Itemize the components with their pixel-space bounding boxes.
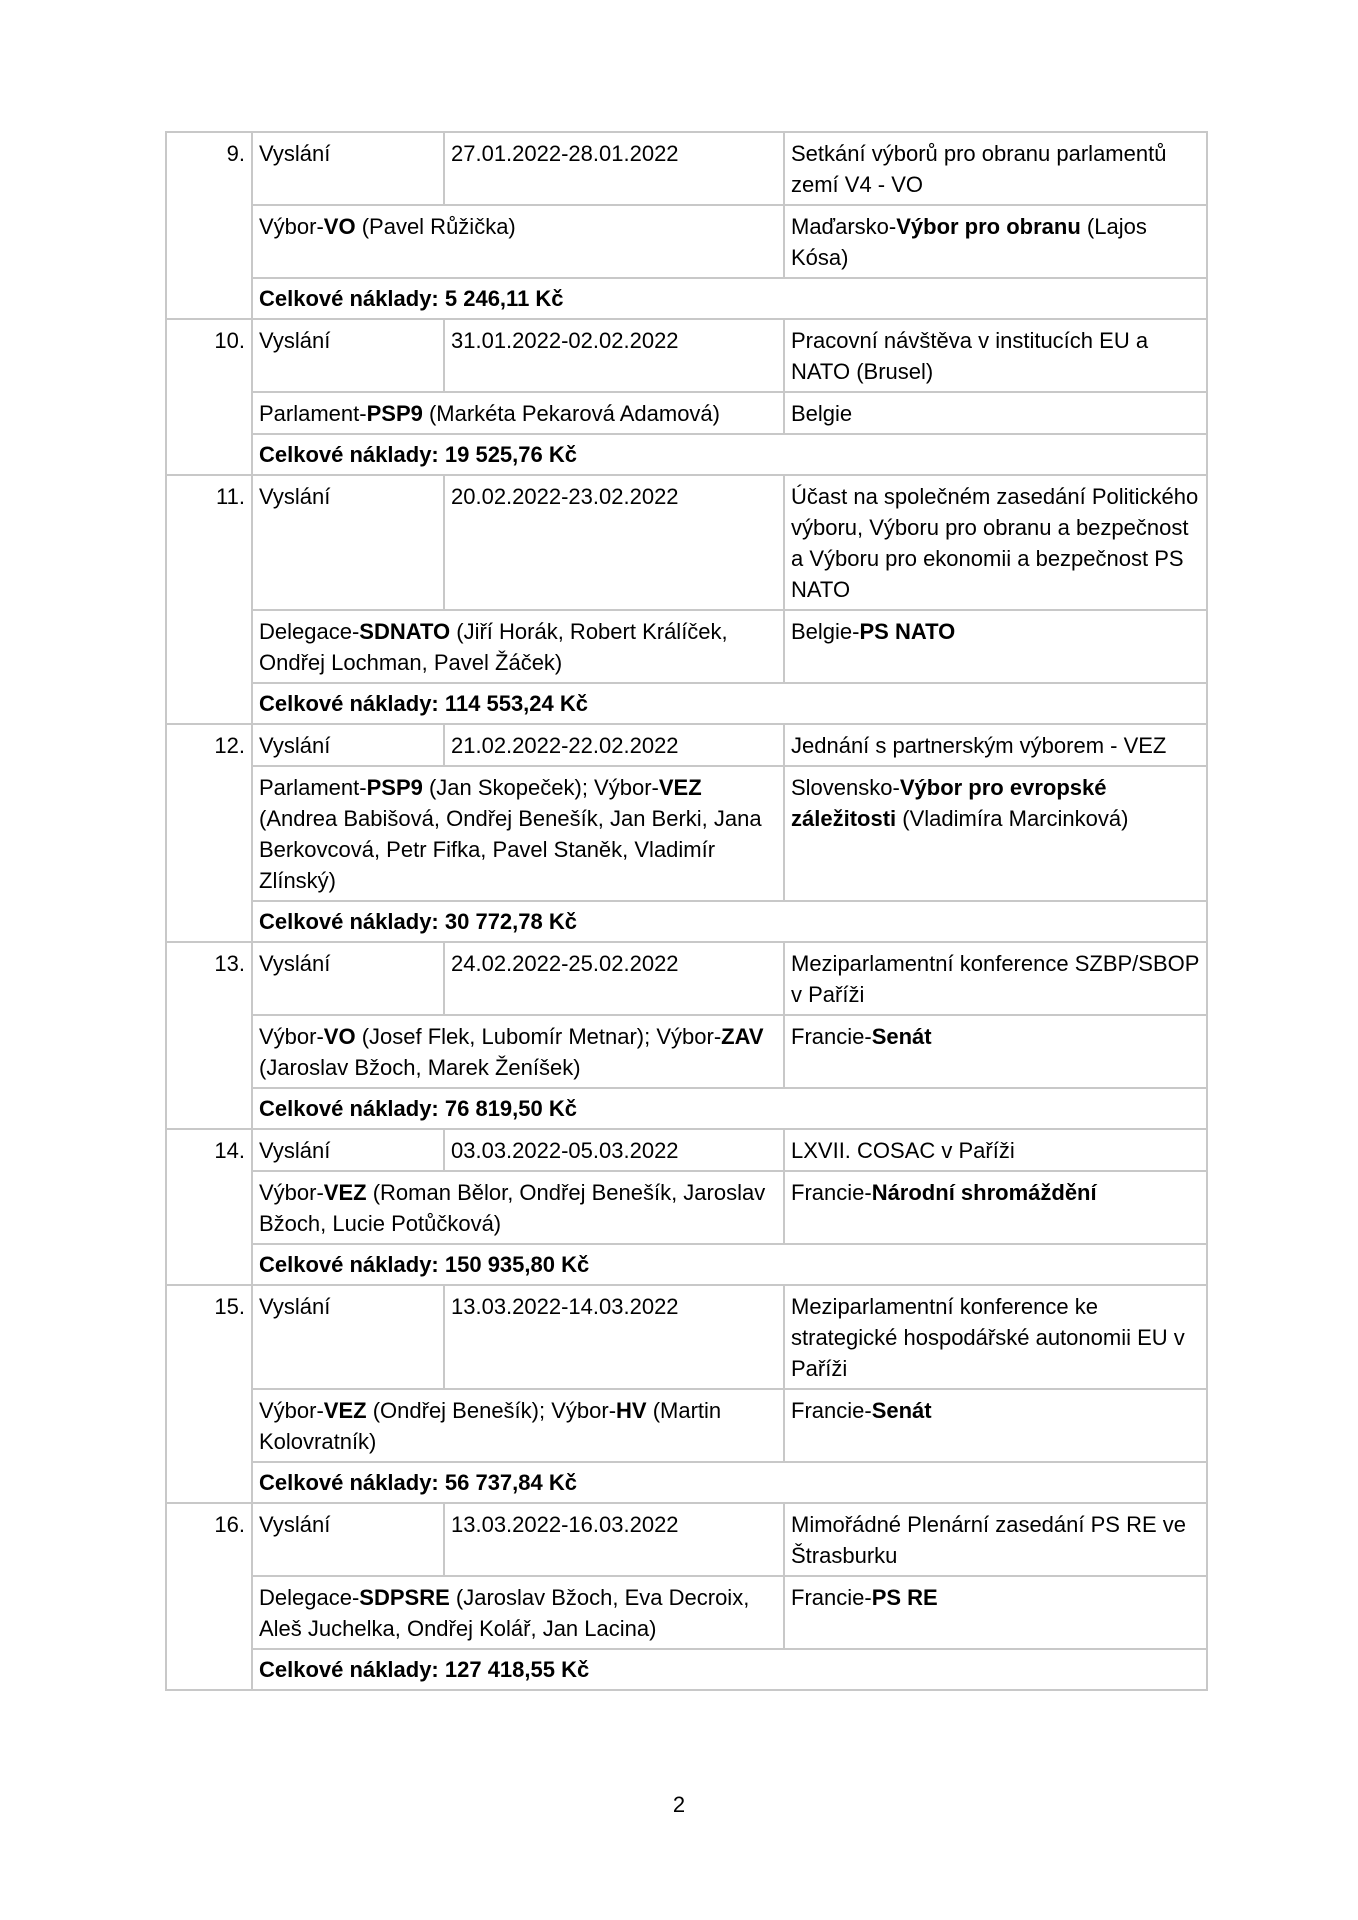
total-amount: 127 418,55 Kč (444, 1657, 590, 1682)
entry-detail-row (166, 1171, 1207, 1244)
entry-detail-row (166, 766, 1207, 901)
participant-code: SDPSRE (359, 1585, 450, 1610)
participant-text: (Jan Skopeček); Výbor- (422, 775, 659, 800)
entry-purpose: Meziparlamentní konference SZBP/SBOP v Paříži (784, 942, 1207, 1015)
entry-type: Vyslání (252, 319, 444, 392)
total-amount: 30 772,78 Kč (444, 909, 577, 934)
participant-code: PSP9 (366, 401, 423, 426)
page-number: 2 (672, 1792, 686, 1817)
participant-text: (Josef Flek, Lubomír Metnar); Výbor- (355, 1024, 722, 1049)
host-body: PS NATO (859, 619, 956, 644)
entry-header-row (166, 1503, 1207, 1576)
entry-number: 12. (166, 724, 252, 942)
host-text: Francie- (791, 1024, 872, 1049)
entry-total-row (166, 434, 1207, 475)
entry-header-row (166, 724, 1207, 766)
participant-code: VEZ (323, 1398, 367, 1423)
entry-type: Vyslání (252, 724, 444, 766)
entry-number: 13. (166, 942, 252, 1129)
entry-total (252, 278, 1207, 319)
entry-purpose: Setkání výborů pro obranu parlamentů zemí V4 - VO (784, 132, 1207, 205)
entry-participants (252, 1171, 784, 1244)
entry-total-row (166, 1088, 1207, 1129)
entry-total-row (166, 683, 1207, 724)
participant-text: Delegace- (259, 619, 360, 644)
entry-host (784, 1389, 1207, 1462)
entry-number: 10. (166, 319, 252, 475)
entry-total-row (166, 1244, 1207, 1285)
participant-text: Výbor- (259, 1024, 324, 1049)
participant-code: VO (323, 1024, 356, 1049)
entry-purpose: Mimořádné Plenární zasedání PS RE ve Štrasburku (784, 1503, 1207, 1576)
entry-participants (252, 1015, 784, 1088)
entry-number: 11. (166, 475, 252, 724)
entry-total (252, 1244, 1207, 1285)
entry-header-row (166, 319, 1207, 392)
participant-text: Výbor- (259, 1180, 324, 1205)
entry-participants (252, 610, 784, 683)
total-label: Celkové náklady: (259, 1657, 445, 1682)
entry-header-row (166, 1129, 1207, 1171)
entry-total (252, 1462, 1207, 1503)
entry-header-row (166, 942, 1207, 1015)
entry-participants (252, 205, 784, 278)
host-body: Senát (871, 1398, 932, 1423)
participant-text: Parlament- (259, 401, 367, 426)
entry-total-row (166, 1649, 1207, 1690)
entry-participants (252, 392, 784, 434)
total-amount: 150 935,80 Kč (444, 1252, 590, 1277)
entry-host (784, 766, 1207, 901)
entry-purpose: Účast na společném zasedání Politického výboru, Výboru pro obranu a bezpečnost a Výboru pro ekonomii a bezpečnost PS NATO (784, 475, 1207, 610)
entry-type: Vyslání (252, 1129, 444, 1171)
entry-host (784, 1171, 1207, 1244)
entry-purpose: Jednání s partnerským výborem - VEZ (784, 724, 1207, 766)
entry-total-row (166, 1462, 1207, 1503)
entry-date: 24.02.2022-25.02.2022 (444, 942, 784, 1015)
entry-detail-row (166, 1576, 1207, 1649)
entry-total (252, 683, 1207, 724)
entry-participants (252, 766, 784, 901)
trips-table (165, 131, 1208, 1691)
total-label: Celkové náklady: (259, 286, 445, 311)
participant-text: Parlament- (259, 775, 367, 800)
entry-detail-row (166, 610, 1207, 683)
entry-host (784, 205, 1207, 278)
total-amount: 56 737,84 Kč (444, 1470, 577, 1495)
entry-number: 9. (166, 132, 252, 319)
host-body: Výbor pro evropské záležitosti (791, 775, 1107, 831)
participant-code: VEZ (658, 775, 702, 800)
total-label: Celkové náklady: (259, 442, 445, 467)
total-label: Celkové náklady: (259, 1470, 445, 1495)
entry-purpose: Meziparlamentní konference ke strategické hospodářské autonomii EU v Paříži (784, 1285, 1207, 1389)
entry-header-row (166, 1285, 1207, 1389)
entry-host (784, 1576, 1207, 1649)
entry-date: 27.01.2022-28.01.2022 (444, 132, 784, 205)
total-label: Celkové náklady: (259, 1252, 445, 1277)
entry-type: Vyslání (252, 475, 444, 610)
participant-code: PSP9 (366, 775, 423, 800)
participant-code: VEZ (323, 1180, 367, 1205)
entry-header-row (166, 132, 1207, 205)
host-text: Maďarsko- (791, 214, 897, 239)
participant-text: (Jaroslav Bžoch, Eva Decroix, Aleš Juchelka, Ondřej Kolář, Jan Lacina) (259, 1585, 750, 1641)
entry-detail-row (166, 205, 1207, 278)
entry-host (784, 610, 1207, 683)
entry-date: 13.03.2022-14.03.2022 (444, 1285, 784, 1389)
participant-code: ZAV (721, 1024, 764, 1049)
host-body: Senát (871, 1024, 932, 1049)
participant-text: (Jiří Horák, Robert Králíček, Ondřej Lochman, Pavel Žáček) (259, 619, 728, 675)
entry-total-row (166, 278, 1207, 319)
entry-total-row (166, 901, 1207, 942)
entry-detail-row (166, 1389, 1207, 1462)
participant-code: HV (616, 1398, 647, 1423)
participant-code: VO (323, 214, 356, 239)
entry-type: Vyslání (252, 942, 444, 1015)
host-body: Výbor pro obranu (896, 214, 1081, 239)
host-text: Slovensko- (791, 775, 900, 800)
participant-text: (Roman Bělor, Ondřej Benešík, Jaroslav Bžoch, Lucie Potůčková) (259, 1180, 766, 1236)
entry-total (252, 1649, 1207, 1690)
host-body: PS RE (871, 1585, 938, 1610)
entry-detail-row (166, 392, 1207, 434)
participant-code: SDNATO (359, 619, 451, 644)
entry-purpose: LXVII. COSAC v Paříži (784, 1129, 1207, 1171)
entry-participants (252, 1576, 784, 1649)
host-text: Francie- (791, 1180, 872, 1205)
entry-date: 31.01.2022-02.02.2022 (444, 319, 784, 392)
entry-date: 13.03.2022-16.03.2022 (444, 1503, 784, 1576)
entry-type: Vyslání (252, 1285, 444, 1389)
participant-text: (Andrea Babišová, Ondřej Benešík, Jan Berki, Jana Berkovcová, Petr Fifka, Pavel Staněk, Vladimír Zlínský) (259, 806, 762, 893)
total-amount: 114 553,24 Kč (444, 691, 589, 716)
host-body: Národní shromáždění (871, 1180, 1097, 1205)
entry-total (252, 1088, 1207, 1129)
participant-text: (Pavel Růžička) (355, 214, 516, 239)
participant-text: Výbor- (259, 1398, 324, 1423)
participant-text: (Ondřej Benešík); Výbor- (366, 1398, 617, 1423)
entry-total (252, 901, 1207, 942)
entry-host (784, 392, 1207, 434)
participant-text: (Markéta Pekarová Adamová) (422, 401, 720, 426)
entry-header-row (166, 475, 1207, 610)
total-amount: 19 525,76 Kč (444, 442, 577, 467)
host-text: Belgie (791, 401, 853, 426)
entry-purpose: Pracovní návštěva v institucích EU a NATO (Brusel) (784, 319, 1207, 392)
entry-number: 14. (166, 1129, 252, 1285)
entry-type: Vyslání (252, 132, 444, 205)
entry-type: Vyslání (252, 1503, 444, 1576)
total-amount: 76 819,50 Kč (444, 1096, 577, 1121)
host-text: Belgie- (791, 619, 860, 644)
host-text: (Vladimíra Marcinková) (896, 806, 1129, 831)
host-text: Francie- (791, 1398, 872, 1423)
participant-text: (Martin Kolovratník) (259, 1398, 722, 1454)
entry-number: 16. (166, 1503, 252, 1690)
total-amount: 5 246,11 Kč (444, 286, 564, 311)
entry-date: 21.02.2022-22.02.2022 (444, 724, 784, 766)
entry-participants (252, 1389, 784, 1462)
entry-total (252, 434, 1207, 475)
entry-host (784, 1015, 1207, 1088)
total-label: Celkové náklady: (259, 691, 445, 716)
total-label: Celkové náklady: (259, 1096, 445, 1121)
host-text: (Lajos Kósa) (791, 214, 1147, 270)
participant-text: (Jaroslav Bžoch, Marek Ženíšek) (259, 1055, 581, 1080)
total-label: Celkové náklady: (259, 909, 445, 934)
entry-date: 20.02.2022-23.02.2022 (444, 475, 784, 610)
entry-detail-row (166, 1015, 1207, 1088)
host-text: Francie- (791, 1585, 872, 1610)
participant-text: Výbor- (259, 214, 324, 239)
entry-number: 15. (166, 1285, 252, 1503)
participant-text: Delegace- (259, 1585, 360, 1610)
entry-date: 03.03.2022-05.03.2022 (444, 1129, 784, 1171)
